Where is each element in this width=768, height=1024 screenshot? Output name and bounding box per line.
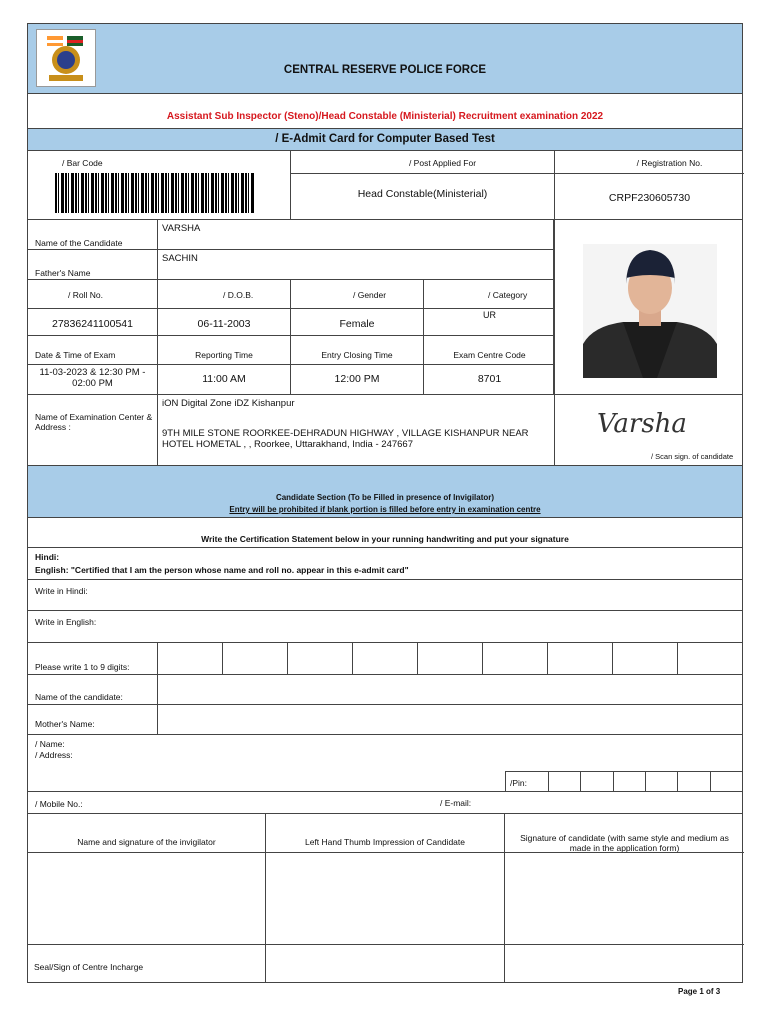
page-number: Page 1 of 3	[678, 987, 721, 996]
admit-card: CENTRAL RESERVE POLICE FORCE Assistant Sub Inspector (Steno)/Head Constable (Ministerial) Recruitment examination 2022 / E-Admit Card for Computer Based Test / Bar Code / Post Applied For Head Constable(Ministerial) / Registration No. CRPF230605730 Name of the Candidate VARSHA Father's Name SACHIN / Roll No. / D.O.B. / Gender / Category 27836241100541 06-11-2003 Female UR Date & Time of Exam Reporting Time Entry Closing Time Exam Centre Code 11-03-2023 & 12:30 PM - 02:00 PM 11:00 AM 12:00 PM 8701 Name of Examination Center & Address : iON Digital Zone iDZ Kishanpur 9TH MILE STONE ROORKEE-DEHRADUN HIGHWAY , VILLAGE KISHANPUR NEAR HOTEL HOMETAL , , Roorkee, Uttarakhand, India - 247667 Varsha / Scan sign. of candidate Candidate Section (To be Filled in presence of Invigilator) Entry will be prohibited if blank portion is filled before entry in examination centre Write the Certification Statement below in your running handwriting and put your signature Hindi: English: "Certified that I am the person whose name and roll no. appear in this e-admit card" Write in Hindi: Write in English: Please write 1 to 9 digits: Name of the candidate: Mother's Name: / Name: / Address: /Pin: / Mobile No.: / E-mail: Name and signature of the invigilator Seal/Sign of Centre Incharge Left Hand Thumb Impression of Candidate Signature of candidate (with same style and medium as made in the application form)	[27, 23, 743, 983]
father-name: SACHIN	[162, 253, 198, 264]
crpf-logo	[36, 29, 96, 87]
candidate-section: Candidate Section (To be Filled in presence of Invigilator) Entry will be prohibited if blank portion is filled before entry in examination centre	[27, 465, 743, 517]
centre-name: iON Digital Zone iDZ Kishanpur	[162, 398, 295, 409]
centre-address: 9TH MILE STONE ROORKEE-DEHRADUN HIGHWAY , VILLAGE KISHANPUR NEAR HOTEL HOMETAL , , Roorkee, Uttarakhand, India - 247667	[162, 428, 529, 450]
header	[27, 23, 743, 93]
admit-title: / E-Admit Card for Computer Based Test	[27, 128, 743, 150]
page-title: CENTRAL RESERVE POLICE FORCE	[283, 64, 487, 76]
exam-title: Assistant Sub Inspector (Steno)/Head Constable (Ministerial) Recruitment examination 2022	[27, 93, 743, 128]
digit-boxes[interactable]	[158, 643, 742, 674]
registration-no: CRPF230605730	[608, 192, 691, 204]
candidate-photo	[583, 244, 717, 378]
post-applied: Head Constable(Ministerial)	[357, 188, 488, 200]
barcode	[55, 173, 255, 213]
candidate-name: VARSHA	[162, 223, 201, 234]
candidate-signature: Varsha	[597, 409, 687, 439]
